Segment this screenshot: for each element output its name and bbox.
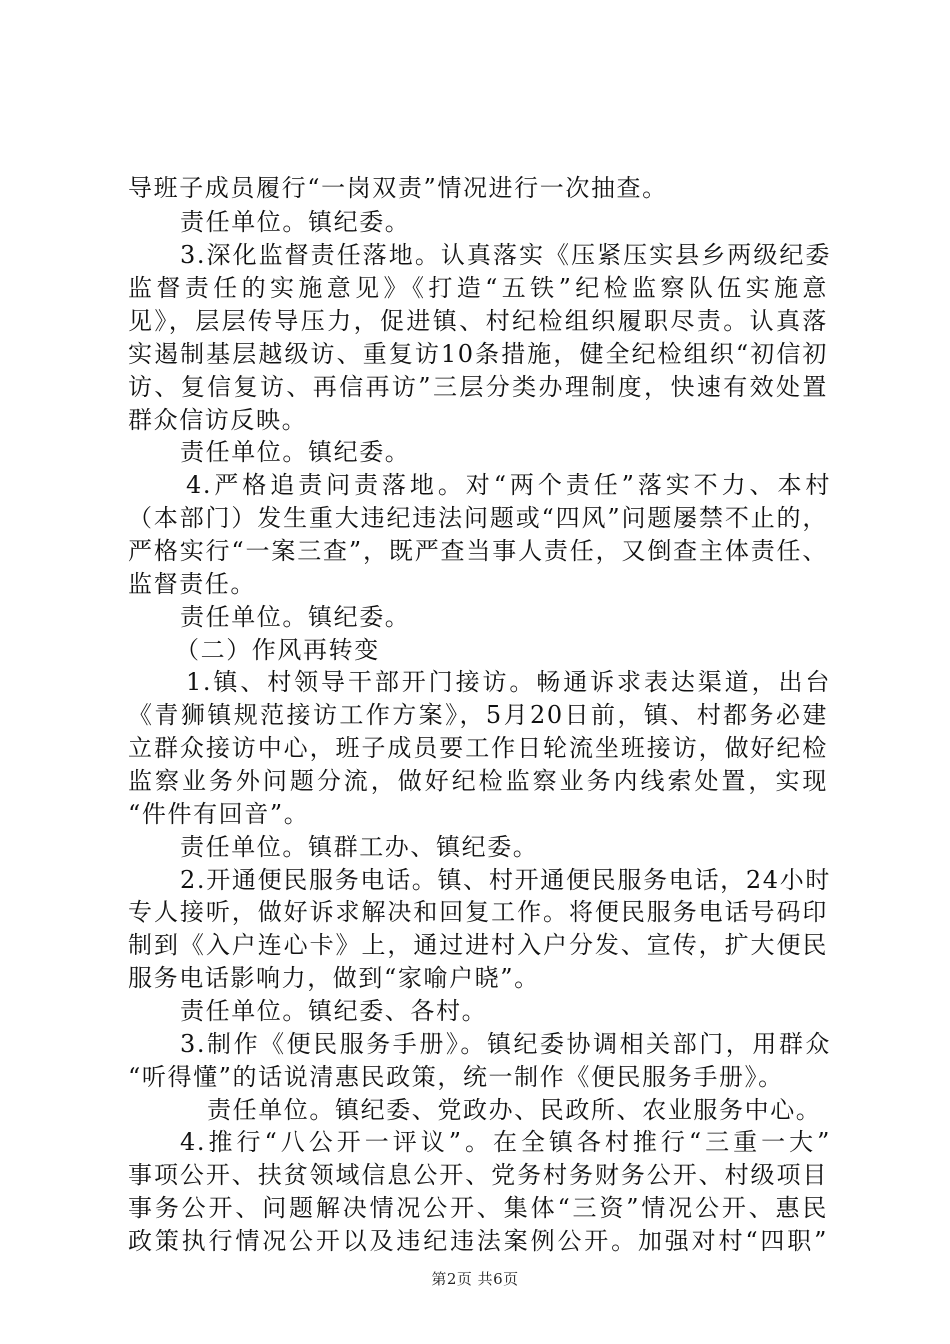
text-line: 访、复信复访、再信再访”三层分类办理制度，快速有效处置 [128,373,828,401]
text-line: 政策执行情况公开以及违纪违法案例公开。加强对村“四职” [128,1227,828,1255]
text-line: 事务公开、问题解决情况公开、集体“三资”情况公开、惠民 [128,1194,828,1222]
text-line: 4.推行“八公开一评议”。在全镇各村推行“三重一大” [180,1128,831,1156]
text-line: 3.深化监督责任落地。认真落实《压紧压实县乡两级纪委 [180,241,831,269]
text-line: 监督责任的实施意见》《打造“五铁”纪检监察队伍实施意 [128,274,828,302]
text-line: 2.开通便民服务电话。镇、村开通便民服务电话，24小时 [180,866,831,894]
text-line: 立群众接访中心，班子成员要工作日轮流坐班接访，做好纪检 [128,734,828,762]
text-line: 责任单位。镇群工办、镇纪委。 [180,833,539,861]
text-line: 实遏制基层越级访、重复访10条措施，健全纪检组织“初信初 [128,340,828,368]
text-line: 制到《入户连心卡》上，通过进村入户分发、宣传，扩大便民 [128,931,828,959]
text-line: 责任单位。镇纪委、各村。 [180,997,488,1025]
text-line: 责任单位。镇纪委。 [180,438,411,466]
text-line: 监督责任。 [128,570,256,598]
text-line: 责任单位。镇纪委。 [180,208,411,236]
text-line: 3.制作《便民服务手册》。镇纪委协调相关部门，用群众 [180,1030,831,1058]
page-footer: 第2页 共6页 [431,1270,519,1288]
text-line: 1.镇、村领导干部开门接访。畅通诉求表达渠道，出台 [186,668,831,696]
section-heading: （二）作风再转变 [175,636,380,664]
text-line: 4.严格追责问责落地。对“两个责任”落实不力、本村 [186,471,831,499]
text-line: 见》，层层传导压力，促进镇、村纪检组织履职尽责。认真落 [128,307,828,335]
text-line: 专人接听，做好诉求解决和回复工作。将便民服务电话号码印 [128,898,828,926]
text-line: 群众信访反映。 [128,406,308,434]
text-line: 服务电话影响力，做到“家喻户晓”。 [128,964,540,992]
text-line: “件件有回音”。 [128,800,310,828]
text-line: 导班子成员履行“一岗双责”情况进行一次抽查。 [128,174,668,202]
text-line: “听得懂”的话说清惠民政策，统一制作《便民服务手册》。 [128,1063,784,1091]
text-line: 事项公开、扶贫领域信息公开、党务村务财务公开、村级项目 [128,1161,828,1189]
text-line: 《青狮镇规范接访工作方案》，5月20日前，镇、村都务必建 [128,701,828,729]
text-line: 责任单位。镇纪委、党政办、民政所、农业服务中心。 [207,1096,822,1124]
text-line: （本部门）发生重大违纪违法问题或“四风”问题屡禁不止的， [128,504,828,532]
text-line: 责任单位。镇纪委。 [180,603,411,631]
text-line: 监察业务外问题分流，做好纪检监察业务内线索处置，实现 [128,767,828,795]
text-line: 严格实行“一案三查”，既严查当事人责任，又倒查主体责任、 [128,537,828,565]
